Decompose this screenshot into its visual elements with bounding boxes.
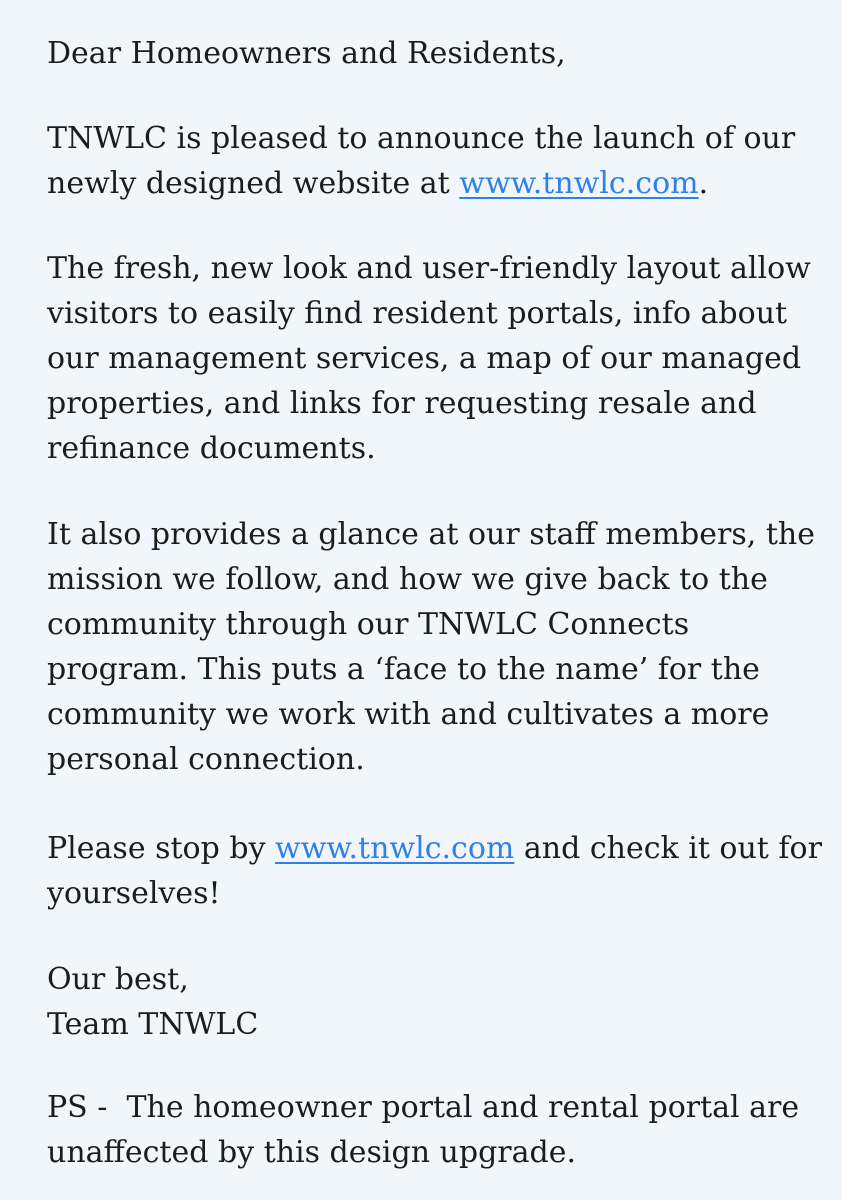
staff-mission-line: personal connection. — [47, 742, 365, 777]
features-line: The fresh, new look and user-friendly layout allow — [47, 251, 811, 286]
visit-text-before-link: Please stop by — [47, 831, 276, 866]
announcement-line-1: TNWLC is pleased to announce the launch of our — [47, 121, 796, 156]
staff-mission-line: mission we follow, and how we give back to the — [47, 562, 768, 597]
greeting — [47, 31, 566, 76]
visit-paragraph — [47, 826, 822, 916]
features-line: properties, and links for requesting resale and — [47, 386, 757, 421]
postscript — [47, 1085, 799, 1175]
staff-mission-line: It also provides a glance at our staff members, the — [47, 517, 815, 552]
website-link-2[interactable]: www.tnwlc.com — [275, 831, 515, 866]
features-line: refinance documents. — [47, 431, 376, 466]
features-line: visitors to easily find resident portals, info about — [47, 296, 788, 331]
postscript-line-2: unaffected by this design upgrade. — [47, 1135, 576, 1170]
visit-text-after-link: and check it out for — [514, 831, 822, 866]
announcement-paragraph — [47, 116, 795, 206]
website-link-1[interactable]: www.tnwlc.com — [459, 166, 699, 201]
signoff — [47, 957, 258, 1047]
closing: Our best, — [47, 962, 189, 997]
announcement-line-2 — [47, 161, 795, 206]
announcement-text-before-link: newly designed website at — [47, 166, 460, 201]
visit-line-2: yourselves! — [47, 876, 221, 911]
staff-mission-paragraph — [47, 512, 815, 782]
greeting-line: Dear Homeowners and Residents, — [47, 36, 566, 71]
postscript-line-1: PS - The homeowner portal and rental portal are — [47, 1090, 800, 1125]
features-paragraph — [47, 246, 811, 471]
announcement-text-after-link: . — [698, 166, 709, 201]
visit-line-1 — [47, 826, 822, 871]
staff-mission-line: community we work with and cultivates a more — [47, 697, 770, 732]
signature: Team TNWLC — [47, 1007, 259, 1042]
staff-mission-line: program. This puts a ‘face to the name’ for the — [47, 652, 760, 687]
features-line: our management services, a map of our managed — [47, 341, 802, 376]
staff-mission-line: community through our TNWLC Connects — [47, 607, 690, 642]
